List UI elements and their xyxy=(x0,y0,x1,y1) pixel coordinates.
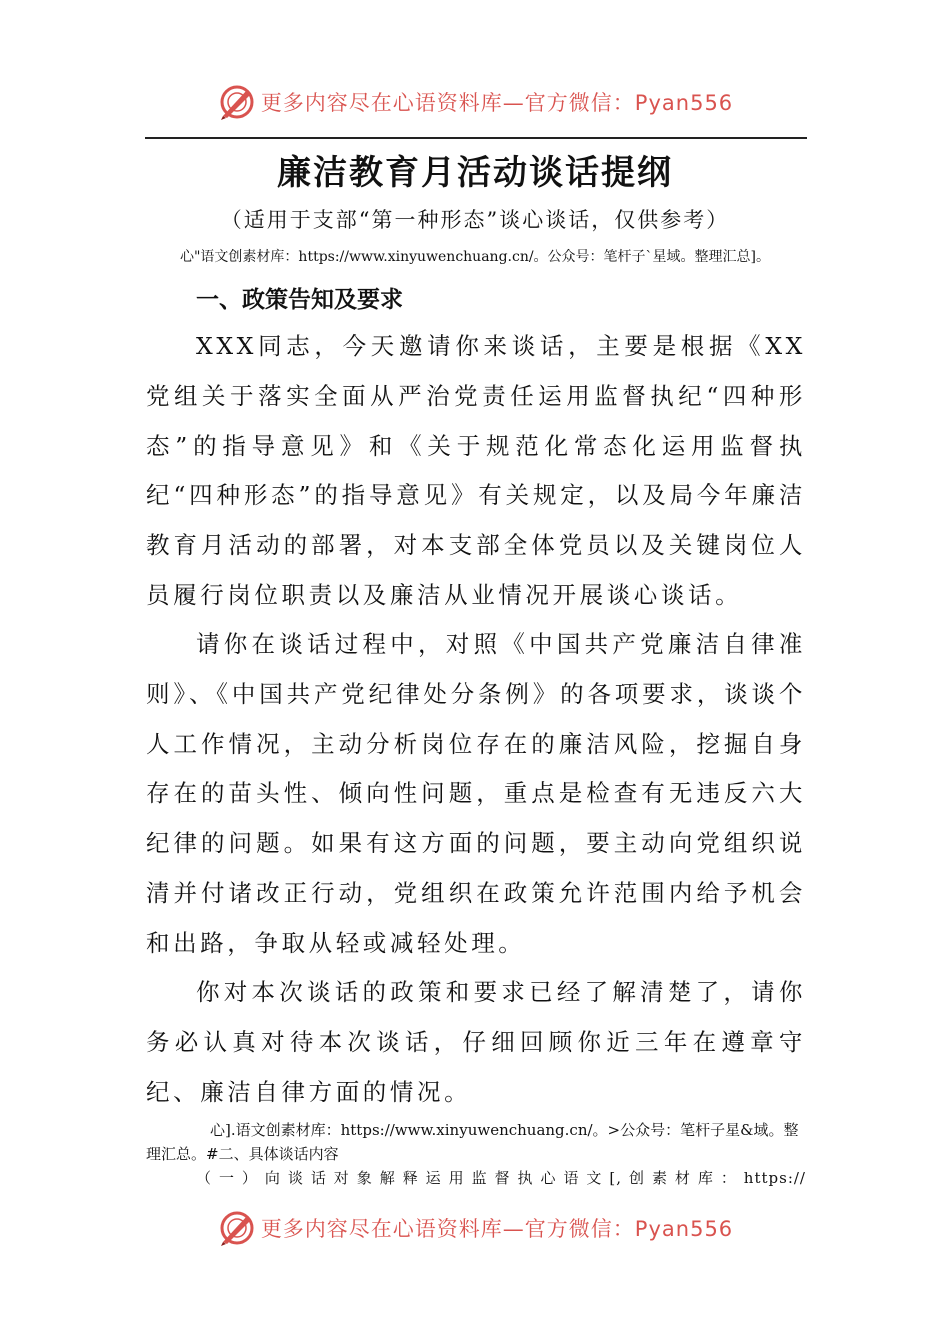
pen-circle-icon xyxy=(217,82,257,122)
body-paragraph: 你对本次谈话的政策和要求已经了解清楚了，请你务必认真对待本次谈话，仔细回顾你近三年在遵章守纪、廉洁自律方面的情况。 xyxy=(146,978,806,1106)
body-paragraph: 请你在谈话过程中，对照《中国共产党廉洁自律准则》、《中国共产党纪律处分条例》的各项要求，谈谈个人工作情况，主动分析岗位存在的廉洁风险，挖掘自身存在的苗头性、倾向性问题，重点是检查有无违反六大纪律的问题。如果有这方面的问题，要主动向党组织说清并付诸改正行动，党组织在政策允许范围内给予机会和出路，争取从轻或减轻处理。 xyxy=(146,630,806,957)
header-divider xyxy=(145,137,807,139)
footer-banner xyxy=(0,1208,950,1248)
source-note: （一）向谈话对象解释运用监督执心语文[,创素材库：https:// xyxy=(196,1169,806,1187)
banner-text: 更多内容尽在心语资料库—官方微信：Pyan556 xyxy=(260,1217,734,1241)
banner-text: 更多内容尽在心语资料库—官方微信：Pyan556 xyxy=(260,91,734,115)
pen-circle-icon xyxy=(217,1208,257,1248)
source-note: 心"语文创素材库：https://www.xinyuwenchuang.cn/。公众号：笔杆子`星域。整理汇总]。 xyxy=(179,249,771,265)
document-title: 廉洁教育月活动谈话提纲 xyxy=(277,153,673,193)
section-heading: 一、政策告知及要求 xyxy=(196,287,403,313)
document-subtitle: （适用于支部“第一种形态”谈心谈话，仅供参考） xyxy=(220,208,730,232)
body-paragraph: XXX同志，今天邀请你来谈话，主要是根据《XX党组关于落实全面从严治党责任运用监督执纪“四种形态”的指导意见》和《关于规范化常态化运用监督执纪“四种形态”的指导意见》有关规定，以及局今年廉洁教育月活动的部署，对本支部全体党员以及关键岗位人员履行岗位职责以及廉洁从业情况开展谈心谈话。 xyxy=(146,332,806,609)
source-note: 心].语文创素材库：https://www.xinyuwenchuang.cn/。>公众号：笔杆子星&域。整理汇总。#二、具体谈话内容 xyxy=(146,1121,799,1163)
header-banner xyxy=(0,82,950,122)
